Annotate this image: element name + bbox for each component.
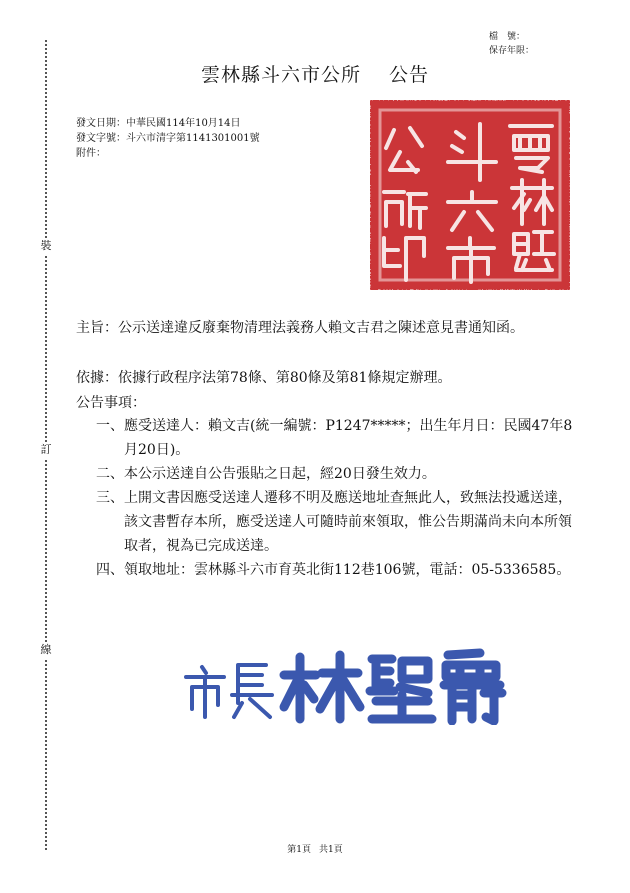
notice-item: [96, 486, 576, 558]
notice-item: [96, 558, 576, 582]
item-text: 領取地址：雲林縣斗六市育英北街112巷106號，電話：05-5336585。: [124, 562, 571, 578]
item-text: 上開文書因應受送達人遷移不明及應送地址查無此人，致無法投遞送達，該文書暫存本所，應受送達人可隨時前來領取，惟公告期滿尚未向本所領取者，視為已完成送達。: [124, 490, 572, 554]
agency-name: 雲林縣斗六市公所: [200, 64, 361, 86]
item-number: 一、: [96, 418, 124, 434]
attachment-label: 附件：: [76, 148, 106, 159]
item-number: 二、: [96, 466, 124, 482]
page-footer: [0, 842, 630, 855]
item-text: 本公示送達自公告張貼之日起，經20日發生效力。: [124, 466, 436, 482]
file-number-label: 檔 號：: [488, 32, 525, 42]
item-number: 三、: [96, 490, 124, 506]
notice-item: [96, 414, 576, 462]
official-seal: [370, 100, 570, 290]
page-title: [0, 60, 630, 87]
document-number: 發文字號：斗六市清字第1141301001號: [76, 133, 260, 144]
notice-heading: 公告事項：: [76, 395, 146, 411]
file-info: [489, 30, 534, 58]
item-text: 應受送達人：賴文吉(統一編號：P1247*****；出生年月日：民國47年8月20日)。: [124, 418, 573, 458]
signature-strokes: [186, 653, 502, 721]
page-total: 共1頁: [319, 845, 343, 855]
item-number: 四、: [96, 562, 124, 578]
document-meta: [76, 116, 260, 161]
doc-type: 公告: [389, 64, 430, 86]
binding-char-ding: 訂: [37, 442, 55, 458]
binding-char-zhuang: 裝: [37, 238, 55, 254]
mayor-signature: [180, 645, 510, 725]
retention-label: 保存年限：: [488, 46, 534, 56]
notice-item: [96, 462, 576, 486]
page-number: 第1頁: [287, 845, 311, 855]
basis: 依據：依據行政程序法第78條、第80條及第81條規定辦理。: [76, 370, 452, 386]
subject: 主旨：公示送達違反廢棄物清理法義務人賴文吉君之陳述意見書通知函。: [76, 320, 524, 336]
issue-date: 發文日期：中華民國114年10月14日: [76, 118, 241, 129]
binding-char-xian: 線: [37, 642, 55, 658]
